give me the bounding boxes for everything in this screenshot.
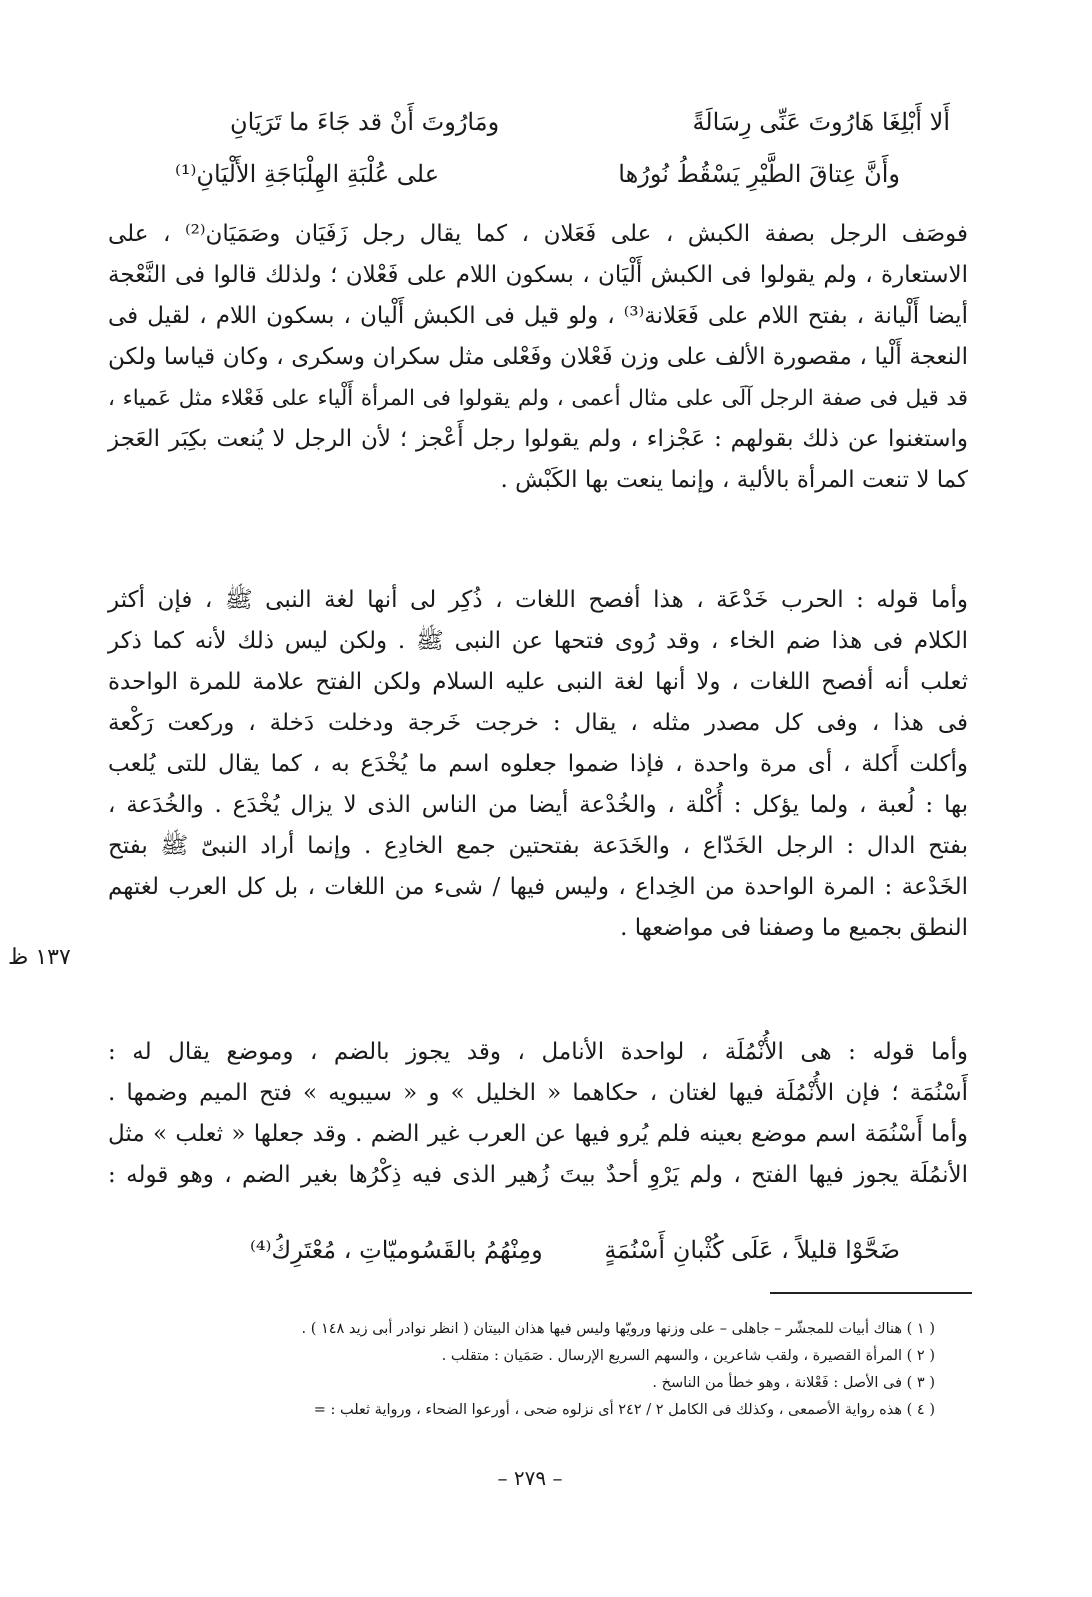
text-line: الاستعارة ، ولم يقولوا فى الكبش أَلْيَان ، بسكون اللام على فَعْلان ؛ ولذلك قالوا فى النَّعْجة (108, 262, 968, 288)
verse-hemistich-left: ومِنْهُمُ بالقَسُوميّاتِ ، مُعْتَرِكُ⁽⁴⁾ (250, 1236, 543, 1264)
text-line: الخَدْعة : المرة الواحدة من الخِداع ، وليس فيها / شىء من اللغات ، بل كل العرب لغتهم (108, 874, 968, 900)
text-line: أيضا أَلْيانة ، بفتح اللام على فَعَلانة⁽³⁾ ، ولو قيل فى الكبش أَلْيان ، بسكون اللام ، لقيل فى (108, 303, 968, 329)
text-line: فى هذا ، وفى كل مصدر مثله ، يقال : خرجت خَرجة ودخلت دَخلة ، وركعت رَكْعة (108, 710, 968, 736)
verse-hemistich-left: ومَارُوتَ أَنْ قد جَاءَ ما تَرَيَانِ (230, 108, 500, 136)
verse-hemistich-right: أَلا أَبْلِغَا هَارُوتَ عَنِّى رِسَالَةً (692, 108, 950, 136)
text-line: بها : لُعبة ، ولما يؤكل : أُكْلة ، والخُدْعة أيضا من الناس الذى لا يزال يُخْدَع . والخُدَعة ، (108, 792, 968, 818)
footnote-divider (770, 1292, 972, 1294)
paragraph-3 (108, 1032, 968, 1196)
text-line: وأكلت أَكلة ، أى مرة واحدة ، فإذا ضموا جعلوه اسم ما يُخْدَع به ، كما يقال للتى يُلعب (108, 751, 968, 777)
verse-hemistich-right: ضَحَّوْا قليلاً ، عَلَى كُثْبانِ أَسْنُمَةٍ (604, 1236, 900, 1264)
footnote: ( ٢ ) المرأة القصيرة ، ولقب شاعرين ، والسهم السريع الإرسال . صَمَيان : متقلب . (441, 1348, 935, 1364)
footnote: ( ٤ ) هذه رواية الأصمعى ، وكذلك فى الكامل ٢ / ٢٤٢ أى نزلوه ضحى ، أورعوا الضحاء ، ورواية ثعلب : = (313, 1402, 935, 1418)
verse-line-1 (230, 108, 950, 136)
page-number: – ٢٧٩ – (497, 1466, 563, 1490)
verse-hemistich-left: على عُلْبَةِ الهِلْبَاجَةِ الأَلْيَانِ⁽¹⁾ (175, 160, 440, 188)
text-line: قد قيل فى صفة الرجل آلَى على مثال أعمى ، ولم يقولوا فى المرأة أَلْياء على فَعْلاء مثل عَمياء ، (108, 386, 968, 411)
text-line: أَسْنُمَة ؛ فإن الأُنْمُلَة فيها لغتان ، حكاهما « الخليل » و « سيبويه » فتح الميم وضمها . (108, 1080, 968, 1106)
footnote: ( ٣ ) فى الأصل : فَعْلانة ، وهو خطأ من الناسخ . (652, 1375, 935, 1391)
text-line: ثعلب أنه أفصح اللغات ، ولا أنها لغة النبى عليه السلام ولكن الفتح علامة للمرة الواحدة (108, 669, 968, 695)
text-line: وأما أَسْنُمَة اسم موضع بعينه فلم يُرو فيها عن العرب غير الضم . وقد جعلها « ثعلب » مثل (108, 1121, 968, 1147)
margin-folio-note: ١٣٧ ظ (8, 945, 71, 970)
footnote: ( ١ ) هناك أبيات للمجشّر – جاهلى – على وزنها ورويّها وليس فيها هذان البيتان ( انظر نوادر أبى زيد ١٤٨ ) . (301, 1321, 935, 1337)
verse-line-2 (175, 160, 900, 188)
verse-line-3 (250, 1236, 900, 1264)
text-line: بفتح الدال : الرجل الخَدّاع ، والخَدَعة بفتحتين جمع الخادِع . وإنما أراد النبىّ ﷺ بفتح (108, 833, 968, 859)
text-line: وأما قوله : هى الأُنْمُلَة ، لواحدة الأنامل ، وقد يجوز بالضم ، وموضع يقال له : (108, 1039, 968, 1065)
paragraph-1 (108, 214, 968, 501)
text-line: فوصَف الرجل بصفة الكبش ، على فَعَلان ، كما يقال رجل زَفَيَان وصَمَيَان⁽²⁾ ، على (108, 221, 968, 247)
text-line: الكلام فى هذا ضم الخاء ، وقد رُوى فتحها عن النبى ﷺ . ولكن ليس ذلك لأنه كما ذكر (108, 628, 968, 654)
text-line: وأما قوله : الحرب خَدْعَة ، هذا أفصح اللغات ، ذُكِر لى أنها لغة النبى ﷺ ، فإن أكثر (108, 587, 968, 613)
text-line: النعجة أَلْيا ، مقصورة الألف على وزن فَعْلان وفَعْلى مثل سكران وسكرى ، وكان قياسا ولكن (108, 344, 968, 370)
verse-hemistich-right: وأَنَّ عِتاقَ الطَّيْرِ يَسْقُطُ نُورُها (618, 160, 900, 188)
text-line: كما لا تنعت المرأة بالألية ، وإنما ينعت بها الكَبْش . (500, 467, 968, 493)
text-line: النطق بجميع ما وصفنا فى مواضعها . (620, 915, 968, 941)
paragraph-2 (108, 580, 968, 949)
footnotes (125, 1316, 935, 1424)
text-line: الأنمُلَة يجوز فيها الفتح ، ولم يَرْوِ أحدٌ بيتَ زُهير الذى فيه ذِكْرُها بغير الضم ، وهو قوله : (108, 1162, 968, 1188)
text-line: واستغنوا عن ذلك بقولهم : عَجْزاء ، ولم يقولوا رجل أَعْجز ؛ لأن الرجل لا يُنعت بكِبَر العَجز (108, 426, 968, 452)
